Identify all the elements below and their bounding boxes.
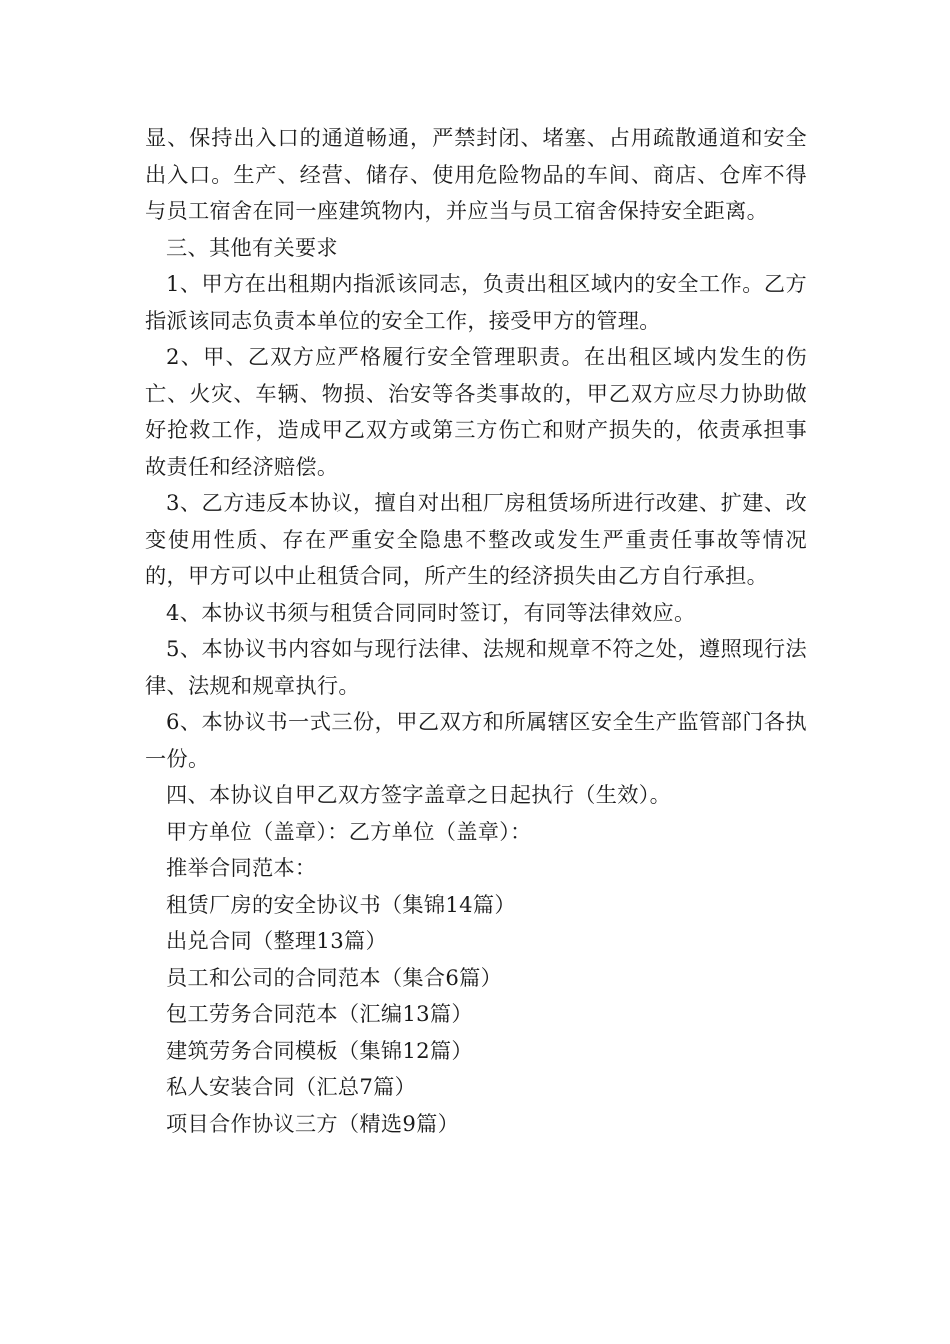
paragraph-0: 显、保持出入口的通道畅通，严禁封闭、堵塞、占用疏散通道和安全出入口。生产、经营、储存、使用危险物品的车间、商店、仓库不得与员工宿舍在同一座建筑物内，并应当与员工宿舍保持安全距离。 xyxy=(145,125,807,223)
clause-5: 5、本协议书内容如与现行法律、法规和规章不符之处，遵照现行法律、法规和规章执行。 xyxy=(145,636,807,698)
recommend-heading: 推举合同范本： xyxy=(166,855,317,880)
clause-2: 2、甲、乙双方应严格履行安全管理职责。在出租区域内发生的伤亡、火灾、车辆、物损、治安等各类事故的，甲乙双方应尽力协助做好抢救工作，造成甲乙双方或第三方伤亡和财产损失的，依责承担事故责任和经济赔偿。 xyxy=(145,344,807,479)
section-heading-4: 四、本协议自甲乙双方签字盖章之日起执行（生效）。 xyxy=(166,782,672,807)
recommended-link[interactable]: 包工劳务合同范本（汇编13篇） xyxy=(166,1001,473,1026)
recommended-link[interactable]: 员工和公司的合同范本（集合6篇） xyxy=(166,964,503,990)
clause-3: 3、乙方违反本协议，擅自对出租厂房租赁场所进行改建、扩建、改变使用性质、存在严重安全隐患不整改或发生严重责任事故等情况的，甲方可以中止租赁合同，所产生的经济损失由乙方自行承担。 xyxy=(145,490,807,588)
recommended-link[interactable]: 建筑劳务合同模板（集锦12篇） xyxy=(166,1037,473,1063)
recommended-link[interactable]: 租赁厂房的安全协议书（集锦14篇） xyxy=(166,891,516,917)
recommended-link[interactable]: 出兑合同（整理13篇） xyxy=(166,928,387,953)
recommended-link[interactable]: 私人安装合同（汇总7篇） xyxy=(166,1074,417,1099)
signature-line: 甲方单位（盖章）：乙方单位（盖章）： xyxy=(166,818,532,844)
section-heading-3: 三、其他有关要求 xyxy=(166,234,338,260)
recommended-link[interactable]: 项目合作协议三方（精选9篇） xyxy=(166,1110,460,1136)
document-body xyxy=(145,120,807,1142)
clause-4: 4、本协议书须与租赁合同同时签订，有同等法律效应。 xyxy=(166,599,696,625)
clause-1: 1、甲方在出租期内指派该同志，负责出租区域内的安全工作。乙方指派该同志负责本单位的安全工作，接受甲方的管理。 xyxy=(145,271,807,333)
clause-6: 6、本协议书一式三份，甲乙双方和所属辖区安全生产监管部门各执一份。 xyxy=(145,709,807,771)
